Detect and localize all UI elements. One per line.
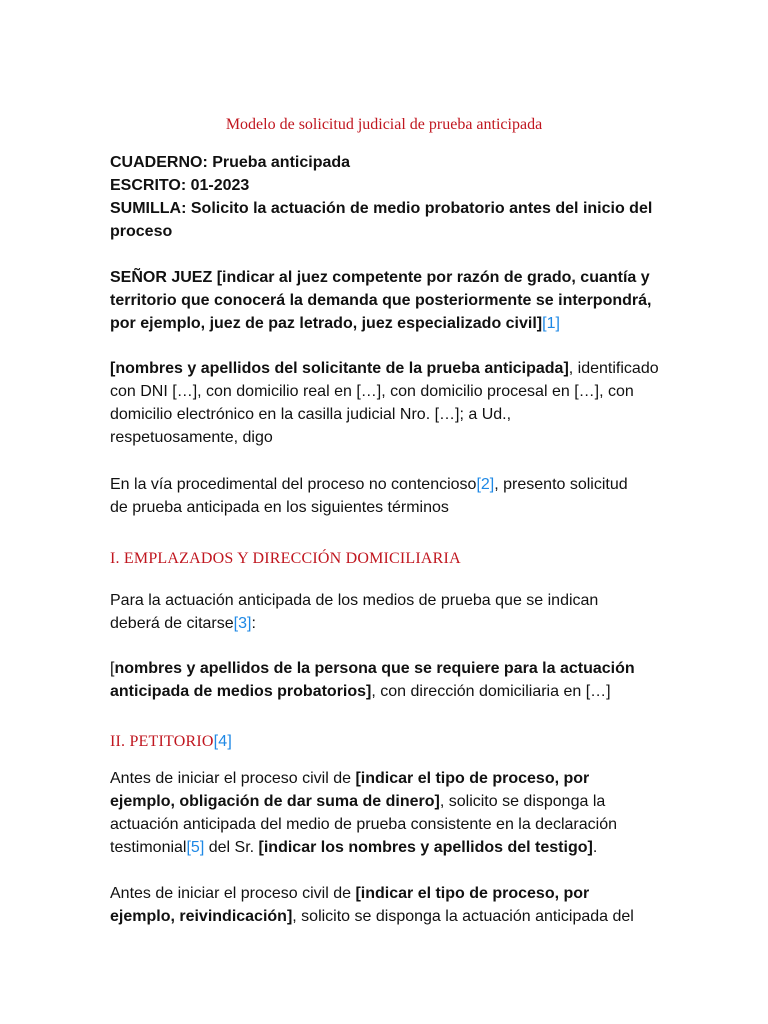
s1-p1-line-1: Para la actuación anticipada de los medios de prueba que se indican	[110, 592, 599, 609]
s2-p2-line-2a: ejemplo, reivindicación]	[110, 908, 293, 925]
juez-line-2: territorio que conocerá la demanda que posteriormente se interpondrá,	[110, 292, 652, 309]
solicitante-paragraph	[110, 357, 670, 449]
s2-p1-line-4b: del Sr.	[204, 839, 259, 856]
section-2-heading-text: II. PETITORIO	[110, 733, 214, 750]
juez-paragraph	[110, 266, 670, 335]
footnote-link-4[interactable]: [4]	[213, 733, 233, 750]
via-paragraph	[110, 473, 670, 519]
s2-p1-line-2b: , solicito se disponga la	[439, 793, 606, 810]
document-title: Modelo de solicitud judicial de prueba anticipada	[225, 116, 543, 133]
footnote-link-3[interactable]: [3]	[233, 615, 252, 632]
juez-line-3: por ejemplo, juez de paz letrado, juez especializado civil]	[110, 315, 543, 332]
cuaderno-line: CUADERNO: Prueba anticipada	[110, 154, 351, 171]
header-block	[110, 151, 670, 243]
s2-p1-line-4a: testimonial	[110, 839, 187, 856]
solicitante-name: [nombres y apellidos del solicitante de la prueba anticipada]	[110, 360, 569, 377]
s1-p2-line-1b: nombres y apellidos de la persona que se requiere para la actuación	[114, 660, 635, 677]
s2-p1-line-1a: Antes de iniciar el proceso civil de	[110, 770, 356, 787]
solicitante-line-1-rest: , identificado	[568, 360, 659, 377]
s1-p2-line-2b: , con dirección domiciliaria en […]	[371, 683, 611, 700]
s2-p1-line-4d: .	[592, 839, 598, 856]
via-line-2: de prueba anticipada en los siguientes términos	[110, 499, 449, 516]
footnote-link-1[interactable]: [1]	[542, 315, 560, 332]
s1-p1-line-2a: deberá de citarse	[110, 615, 234, 632]
section-2-paragraph-1	[110, 767, 670, 859]
footnote-link-5[interactable]: [5]	[186, 839, 205, 856]
s2-p1-line-1b: [indicar el tipo de proceso, por	[355, 770, 590, 787]
s1-p1-line-2b: :	[251, 615, 256, 632]
escrito-line: ESCRITO: 01-2023	[110, 177, 250, 194]
s2-p1-line-4c: [indicar los nombres y apellidos del testigo]	[258, 839, 593, 856]
s1-p2-line-2a: anticipada de medios probatorios]	[110, 683, 372, 700]
solicitante-line-3: domicilio electrónico en la casilla judicial Nro. […]; a Ud.,	[110, 406, 512, 423]
solicitante-line-2: con DNI […], con domicilio real en […], con domicilio procesal en […], con	[110, 383, 634, 400]
s2-p2-line-2b: , solicito se disponga la actuación anticipada del	[292, 908, 634, 925]
solicitante-line-4: respetuosamente, digo	[110, 429, 273, 446]
section-2-heading	[110, 733, 232, 751]
footnote-link-2[interactable]: [2]	[476, 476, 495, 493]
sumilla-line-1: SUMILLA: Solicito la actuación de medio probatorio antes del inicio del	[110, 200, 653, 217]
s2-p1-line-2a: ejemplo, obligación de dar suma de dinero]	[110, 793, 440, 810]
section-2-paragraph-2	[110, 882, 670, 928]
section-1-paragraph-2	[110, 657, 670, 703]
via-line-1b: , presento solicitud	[494, 476, 628, 493]
s2-p2-line-1b: [indicar el tipo de proceso, por	[355, 885, 590, 902]
s1-p2-bracket: [	[110, 660, 115, 677]
via-line-1a: En la vía procedimental del proceso no contencioso	[110, 476, 477, 493]
sumilla-line-2: proceso	[110, 223, 173, 240]
section-1-heading: I. EMPLAZADOS Y DIRECCIÓN DOMICILIARIA	[110, 550, 461, 567]
juez-line-1: SEÑOR JUEZ [indicar al juez competente por razón de grado, cuantía y	[110, 269, 650, 286]
s2-p2-line-1a: Antes de iniciar el proceso civil de	[110, 885, 356, 902]
section-1-paragraph-1	[110, 589, 670, 635]
s2-p1-line-3: actuación anticipada del medio de prueba consistente en la declaración	[110, 816, 618, 833]
